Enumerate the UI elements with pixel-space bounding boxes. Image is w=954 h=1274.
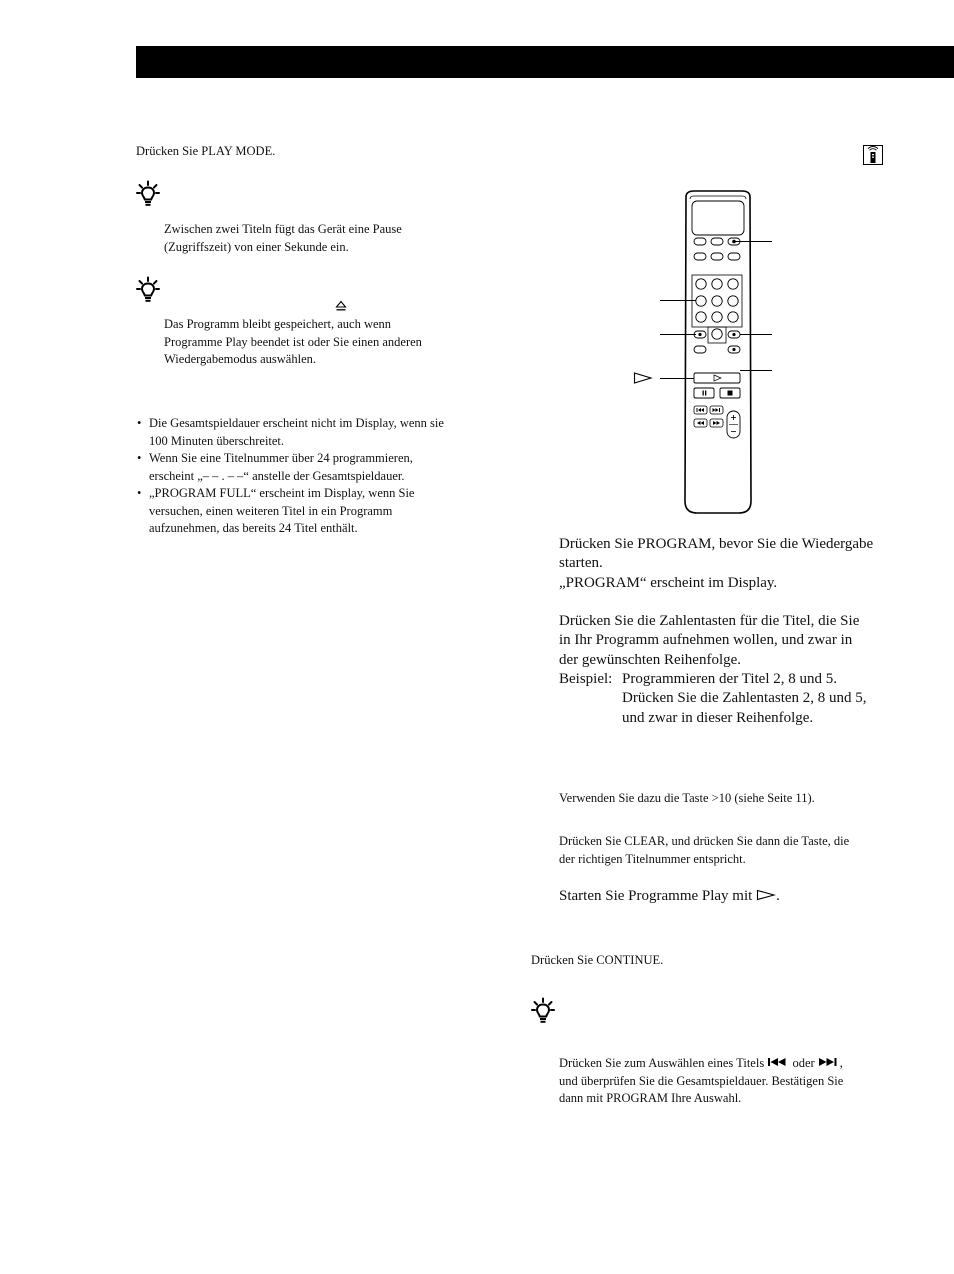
list-item	[136, 415, 496, 450]
remote-play-button	[694, 373, 740, 383]
number-button	[712, 312, 722, 322]
example-text	[622, 670, 867, 728]
remote-small-button	[711, 238, 723, 245]
leader-line	[740, 334, 772, 335]
number-button	[696, 296, 706, 306]
tip-lightbulb-icon	[136, 180, 160, 210]
number-button	[696, 279, 706, 289]
remote-small-button	[694, 346, 706, 353]
tip3-line: dann mit PROGRAM Ihre Auswahl.	[559, 1091, 742, 1105]
tip2-text	[164, 316, 422, 369]
note-line: erscheint „– – . – –“ anstelle der Gesamtspieldauer.	[149, 468, 405, 483]
eject-icon	[335, 300, 347, 312]
example-line: und zwar in dieser Reihenfolge.	[622, 709, 814, 726]
leader-line	[740, 370, 772, 371]
step1-line: Drücken Sie PROGRAM, bevor Sie die Wiedergabe	[559, 536, 874, 552]
note-line: versuchen, einen weiteren Titel in ein Programm	[149, 503, 393, 518]
header-bar	[136, 46, 954, 78]
remote-control-diagram	[620, 185, 800, 520]
tip3-line: und überprüfen Sie die Gesamtspieldauer. Bestätigen Sie	[559, 1073, 844, 1088]
example-line: Drücken Sie die Zahlentasten 2, 8 und 5,	[622, 690, 867, 707]
step1-text	[559, 535, 873, 593]
remote-control-icon	[863, 145, 883, 165]
tip1-line: Zwischen zwei Titeln fügt das Gerät eine Pause	[164, 222, 402, 236]
remote-small-button	[694, 253, 706, 260]
note-line: • Wenn Sie eine Titelnummer über 24 programmieren,	[149, 451, 413, 465]
leader-line	[734, 241, 772, 242]
start-label: Starten Sie Programme Play mit	[559, 888, 753, 904]
next-track-icon	[818, 1057, 840, 1067]
start-suffix: .	[776, 888, 780, 904]
clear-text	[559, 833, 849, 868]
step1-line: starten.	[559, 555, 603, 572]
number-button	[728, 279, 738, 289]
remote-pause-button	[694, 388, 714, 398]
note-line: aufzunehmen, das bereits 24 Titel enthält.	[149, 521, 358, 535]
step2-line: in Ihr Programm aufnehmen wollen, und zwar in	[559, 632, 853, 649]
step2-line: der gewünschten Reihenfolge.	[559, 651, 742, 668]
number-button	[696, 312, 706, 322]
example-line: Programmieren der Titel 2, 8 und 5.	[622, 671, 837, 687]
tip3-text	[559, 1055, 843, 1108]
number-button	[712, 279, 722, 289]
list-item	[136, 485, 496, 538]
list-item	[136, 450, 496, 485]
clear-line: Drücken Sie CLEAR, und drücken Sie dann die Taste, die	[559, 834, 850, 848]
leader-line	[660, 378, 694, 379]
number-button	[728, 296, 738, 306]
leader-line	[660, 334, 696, 335]
tip3-text-part: ,	[839, 1056, 843, 1070]
number-button	[712, 329, 722, 339]
start-text	[559, 887, 780, 906]
notes-list	[136, 415, 496, 538]
continue-instruction: Drücken Sie CONTINUE.	[531, 953, 664, 967]
play-triangle-icon	[756, 889, 776, 901]
tip1-line: (Zugriffszeit) von einer Sekunde ein.	[164, 239, 349, 254]
tip2-line: Das Programm bleibt gespeichert, auch wenn	[164, 317, 392, 331]
note-line: • Die Gesamtspieldauer erscheint nicht im Display, wenn sie	[149, 416, 444, 430]
play-mode-instruction: Drücken Sie PLAY MODE.	[136, 144, 276, 158]
number-button	[712, 296, 722, 306]
number-button	[728, 312, 738, 322]
tip-lightbulb-icon	[531, 997, 555, 1027]
tip3-line	[559, 1055, 843, 1073]
tip-lightbulb-icon	[136, 276, 160, 306]
tip2-line: Wiedergabemodus auswählen.	[164, 352, 316, 366]
remote-small-button	[711, 253, 723, 260]
previous-track-icon	[767, 1057, 789, 1067]
over10-note: Verwenden Sie dazu die Taste >10 (siehe Seite 11).	[559, 791, 815, 805]
tip3-text-part: oder	[792, 1056, 815, 1070]
play-triangle-icon	[633, 371, 653, 385]
tip2-line: Programme Play beendet ist oder Sie einen anderen	[164, 334, 422, 349]
tip3-text-part: Drücken Sie zum Auswählen eines Titels	[559, 1056, 765, 1070]
remote-small-button	[728, 253, 740, 260]
leader-line	[660, 300, 696, 301]
step2-line: Drücken Sie die Zahlentasten für die Titel, die Sie	[559, 613, 860, 629]
step2-text	[559, 612, 859, 670]
tip1-text	[164, 221, 402, 256]
remote-small-button	[694, 238, 706, 245]
note-line: 100 Minuten überschreitet.	[149, 433, 285, 448]
clear-line: der richtigen Titelnummer entspricht.	[559, 851, 746, 866]
example-label: Beispiel:	[559, 671, 613, 687]
step1-line: „PROGRAM“ erscheint im Display.	[559, 574, 778, 591]
note-line: • „PROGRAM FULL“ erscheint im Display, wenn Sie	[149, 486, 415, 500]
